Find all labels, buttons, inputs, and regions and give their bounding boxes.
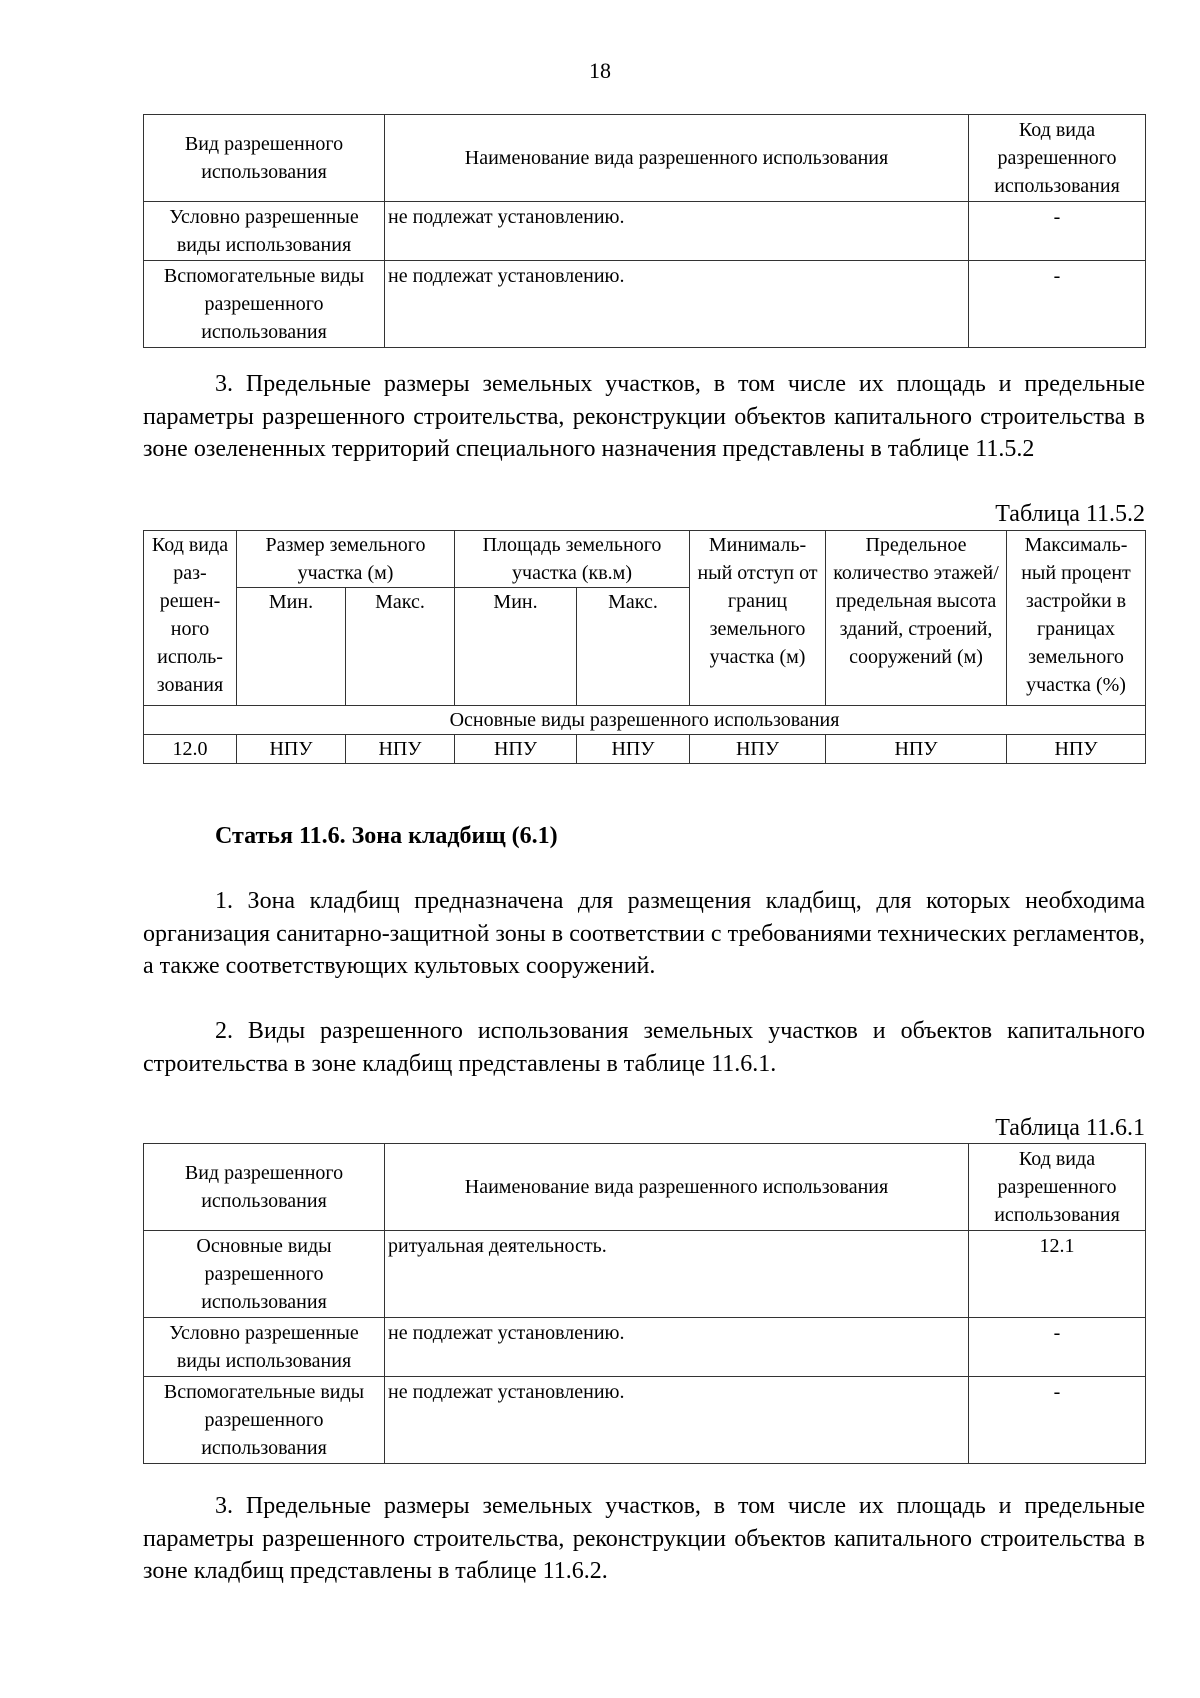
table-row [144, 1377, 1146, 1464]
table-row [144, 202, 1146, 261]
cell-max-percent: НПУ [1007, 735, 1146, 764]
paragraph-limits-1162: 3. Предельные размеры земельных участков, в том числе их площадь и предельные параметры разрешенного строительства, реконструкции объектов капитального строительства в зоне кладбищ представлены в таблице 11.6.2. [143, 1493, 1145, 1584]
cell-use-name: не подлежат установлению. [385, 1318, 969, 1377]
caption-table-1152: Таблица 11.5.2 [995, 501, 1145, 527]
cell-use-type: Вспомогательные виды разрешенного использования [144, 1377, 385, 1464]
cell-size-max: НПУ [346, 735, 455, 764]
page-number: 18 [589, 58, 611, 83]
header-use-name: Наименование вида разрешенного использования [385, 1144, 969, 1231]
cell-area-min: НПУ [455, 735, 577, 764]
table-parameters-1152 [143, 530, 1146, 764]
header-use-code: Код вида разрешенного использования [969, 1144, 1146, 1231]
table-permitted-uses-1161 [143, 1143, 1146, 1464]
cell-use-name: ритуальная деятельность. [385, 1231, 969, 1318]
paragraph-limits-1152: 3. Предельные размеры земельных участков, в том числе их площадь и предельные параметры разрешенного строительства, реконструкции объектов капитального строительства в зоне озелененных территорий специального назначения представлены в таблице 11.5.2 [143, 371, 1145, 462]
subheader-size-max: Макс. [346, 588, 455, 706]
header-min-offset: Минималь-ный отступ от границ земельного участка (м) [690, 531, 826, 706]
cell-use-code: - [969, 1318, 1146, 1377]
article-heading: Статья 11.6. Зона кладбищ (6.1) [215, 823, 558, 849]
header-use-name: Наименование вида разрешенного использования [385, 115, 969, 202]
cell-use-name: не подлежат установлению. [385, 261, 969, 348]
cell-use-code: 12.1 [969, 1231, 1146, 1318]
cell-use-type: Основные виды разрешенного использования [144, 1231, 385, 1318]
table-header-row [144, 1144, 1146, 1231]
header-size: Размер земельного участка (м) [237, 531, 455, 588]
subheader-area-max: Макс. [577, 588, 690, 706]
cell-min-offset: НПУ [690, 735, 826, 764]
cell-size-min: НПУ [237, 735, 346, 764]
table-header-row [144, 115, 1146, 202]
header-use-type: Вид разрешенного использования [144, 1144, 385, 1231]
table-row [144, 1231, 1146, 1318]
cell-area-max: НПУ [577, 735, 690, 764]
subheader-area-min: Мин. [455, 588, 577, 706]
cell-use-type: Условно разрешенные виды использования [144, 1318, 385, 1377]
caption-table-1161: Таблица 11.6.1 [995, 1115, 1145, 1141]
header-use-type: Вид разрешенного использования [144, 115, 385, 202]
header-use-code: Код вида разрешенного использования [969, 115, 1146, 202]
cell-use-code: - [969, 202, 1146, 261]
cell-floors: НПУ [826, 735, 1007, 764]
paragraph-uses-1161: 2. Виды разрешенного использования земельных участков и объектов капитального строительства в зоне кладбищ представлены в таблице 11.6.1. [143, 1018, 1145, 1077]
paragraph-zone-purpose: 1. Зона кладбищ предназначена для размещения кладбищ, для которых необходима организация санитарно-защитной зоны в соответствии с требованиями технических регламентов, а также соответствующих культовых сооружений. [143, 888, 1145, 979]
table-row [144, 261, 1146, 348]
cell-use-code: - [969, 1377, 1146, 1464]
header-area: Площадь земельного участка (кв.м) [455, 531, 690, 588]
table-row [144, 735, 1146, 764]
header-max-percent: Максималь-ный процент застройки в границах земельного участка (%) [1007, 531, 1146, 706]
table-row [144, 1318, 1146, 1377]
table-permitted-uses-1155 [143, 114, 1146, 348]
header-code: Код вида раз-решен-ного исполь-зования [144, 531, 237, 706]
cell-use-name: не подлежат установлению. [385, 202, 969, 261]
cell-use-type: Условно разрешенные виды использования [144, 202, 385, 261]
cell-use-name: не подлежат установлению. [385, 1377, 969, 1464]
cell-use-code: - [969, 261, 1146, 348]
header-floors: Предельное количество этажей/ предельная высота зданий, строений, сооружений (м) [826, 531, 1007, 706]
subheader-size-min: Мин. [237, 588, 346, 706]
params-section-row [144, 706, 1146, 735]
section-main-uses: Основные виды разрешенного использования [144, 706, 1146, 735]
cell-use-type: Вспомогательные виды разрешенного использования [144, 261, 385, 348]
params-header-row [144, 531, 1146, 588]
cell-code: 12.0 [144, 735, 237, 764]
